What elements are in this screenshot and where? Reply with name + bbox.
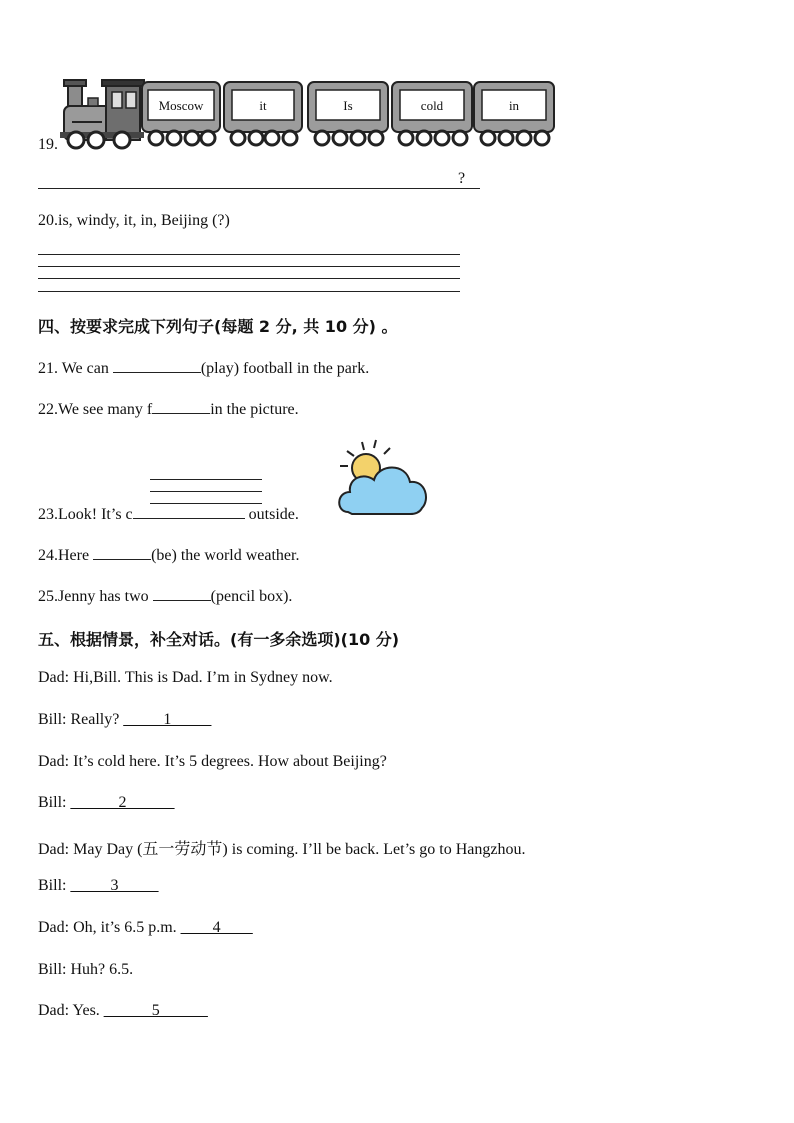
q22-blank[interactable]: [152, 399, 210, 414]
dialogue-text: Huh? 6.5.: [66, 961, 134, 978]
dialogue-line-2: [38, 711, 211, 729]
q25-pre: 25.Jenny has two: [38, 588, 153, 605]
q19-number: 19.: [38, 136, 58, 153]
dialogue-blank-1[interactable]: _____1_____: [123, 711, 212, 728]
dialogue-line-8: [38, 961, 133, 979]
q23: [38, 504, 299, 524]
q24-post: (be) the world weather.: [151, 547, 300, 564]
speaker: Dad:: [38, 919, 70, 936]
dialogue-blank-3[interactable]: _____3_____: [70, 877, 159, 894]
dialogue-line-7: [38, 919, 253, 937]
q21: [38, 358, 369, 378]
speaker: Bill:: [38, 877, 67, 894]
q20-prompt: 20.is, windy, it, in, Beijing (?): [38, 212, 230, 229]
train-word-3: Is: [343, 98, 353, 113]
q24-blank[interactable]: [93, 545, 151, 560]
q23-post: outside.: [244, 506, 299, 523]
dialogue-text: May Day (五一劳动节) is coming. I’ll be back. Let’s go to Hangzhou.: [69, 841, 526, 858]
q24-pre: 24.Here: [38, 547, 94, 564]
q22: [38, 399, 299, 419]
q21-pre: . We can: [54, 360, 113, 377]
dialogue-line-4: [38, 794, 174, 812]
train-illustration: [58, 76, 558, 152]
dialogue-line-6: [38, 877, 158, 895]
train-word-1: Moscow: [158, 98, 204, 113]
q24: [38, 545, 299, 565]
dialogue-line-9: [38, 1002, 208, 1020]
speaker: Dad:: [38, 753, 70, 770]
speaker: Dad:: [38, 841, 70, 858]
dialogue-line-5: [38, 836, 525, 859]
train-word-4: cold: [420, 98, 444, 113]
q20-answer-line-1[interactable]: [38, 254, 460, 255]
section4-title: 四、按要求完成下列句子(每题 2 分, 共 10 分) 。: [38, 317, 398, 336]
q23-line-1: [150, 479, 262, 480]
dialogue-text: Yes.: [69, 1002, 104, 1019]
dialogue-text: Really?: [66, 711, 124, 728]
q20-answer-line-2[interactable]: [38, 266, 460, 267]
q21-post: (play) football in the park.: [200, 360, 370, 377]
locomotive-icon: [60, 80, 144, 148]
q21-blank[interactable]: [113, 358, 201, 373]
dialogue-text: Oh, it’s 6.5 p.m.: [69, 919, 181, 936]
dialogue-blank-4[interactable]: ____4____: [180, 919, 253, 936]
sun-cloud-icon: [334, 438, 430, 518]
speaker: Bill:: [38, 961, 67, 978]
q23-line-2: [150, 491, 262, 492]
dialogue-text: Hi,Bill. This is Dad. I’m in Sydney now.: [69, 669, 333, 686]
speaker: Bill:: [38, 794, 67, 811]
dialogue-line-1: [38, 669, 333, 687]
q22-pre: 22.We see many f: [38, 401, 153, 418]
dialogue-blank-5[interactable]: ______5______: [103, 1002, 208, 1019]
q20-answer-line-3[interactable]: [38, 278, 460, 279]
dialogue-text: It’s cold here. It’s 5 degrees. How about Beijing?: [69, 753, 387, 770]
q25: [38, 586, 292, 606]
q22-post: in the picture.: [210, 401, 299, 418]
q23-blank[interactable]: [133, 504, 245, 519]
dialogue-line-3: [38, 753, 387, 771]
q25-blank[interactable]: [153, 586, 211, 601]
q19-answer-line[interactable]: [38, 188, 480, 189]
q21-number: 21: [38, 360, 54, 377]
section5-title: 五、根据情景，补全对话。(有一多余选项)(10 分): [38, 630, 400, 649]
speaker: Dad:: [38, 1002, 70, 1019]
train-word-2: it: [259, 98, 267, 113]
q19-question-mark: ?: [458, 170, 466, 187]
q23-pre: 23.Look! It’s c: [38, 506, 133, 523]
q25-post: (pencil box).: [210, 588, 293, 605]
speaker: Dad:: [38, 669, 70, 686]
speaker: Bill:: [38, 711, 67, 728]
q20-answer-line-4[interactable]: [38, 291, 460, 292]
dialogue-blank-2[interactable]: ______2______: [70, 794, 175, 811]
train-word-5: in: [508, 98, 520, 113]
